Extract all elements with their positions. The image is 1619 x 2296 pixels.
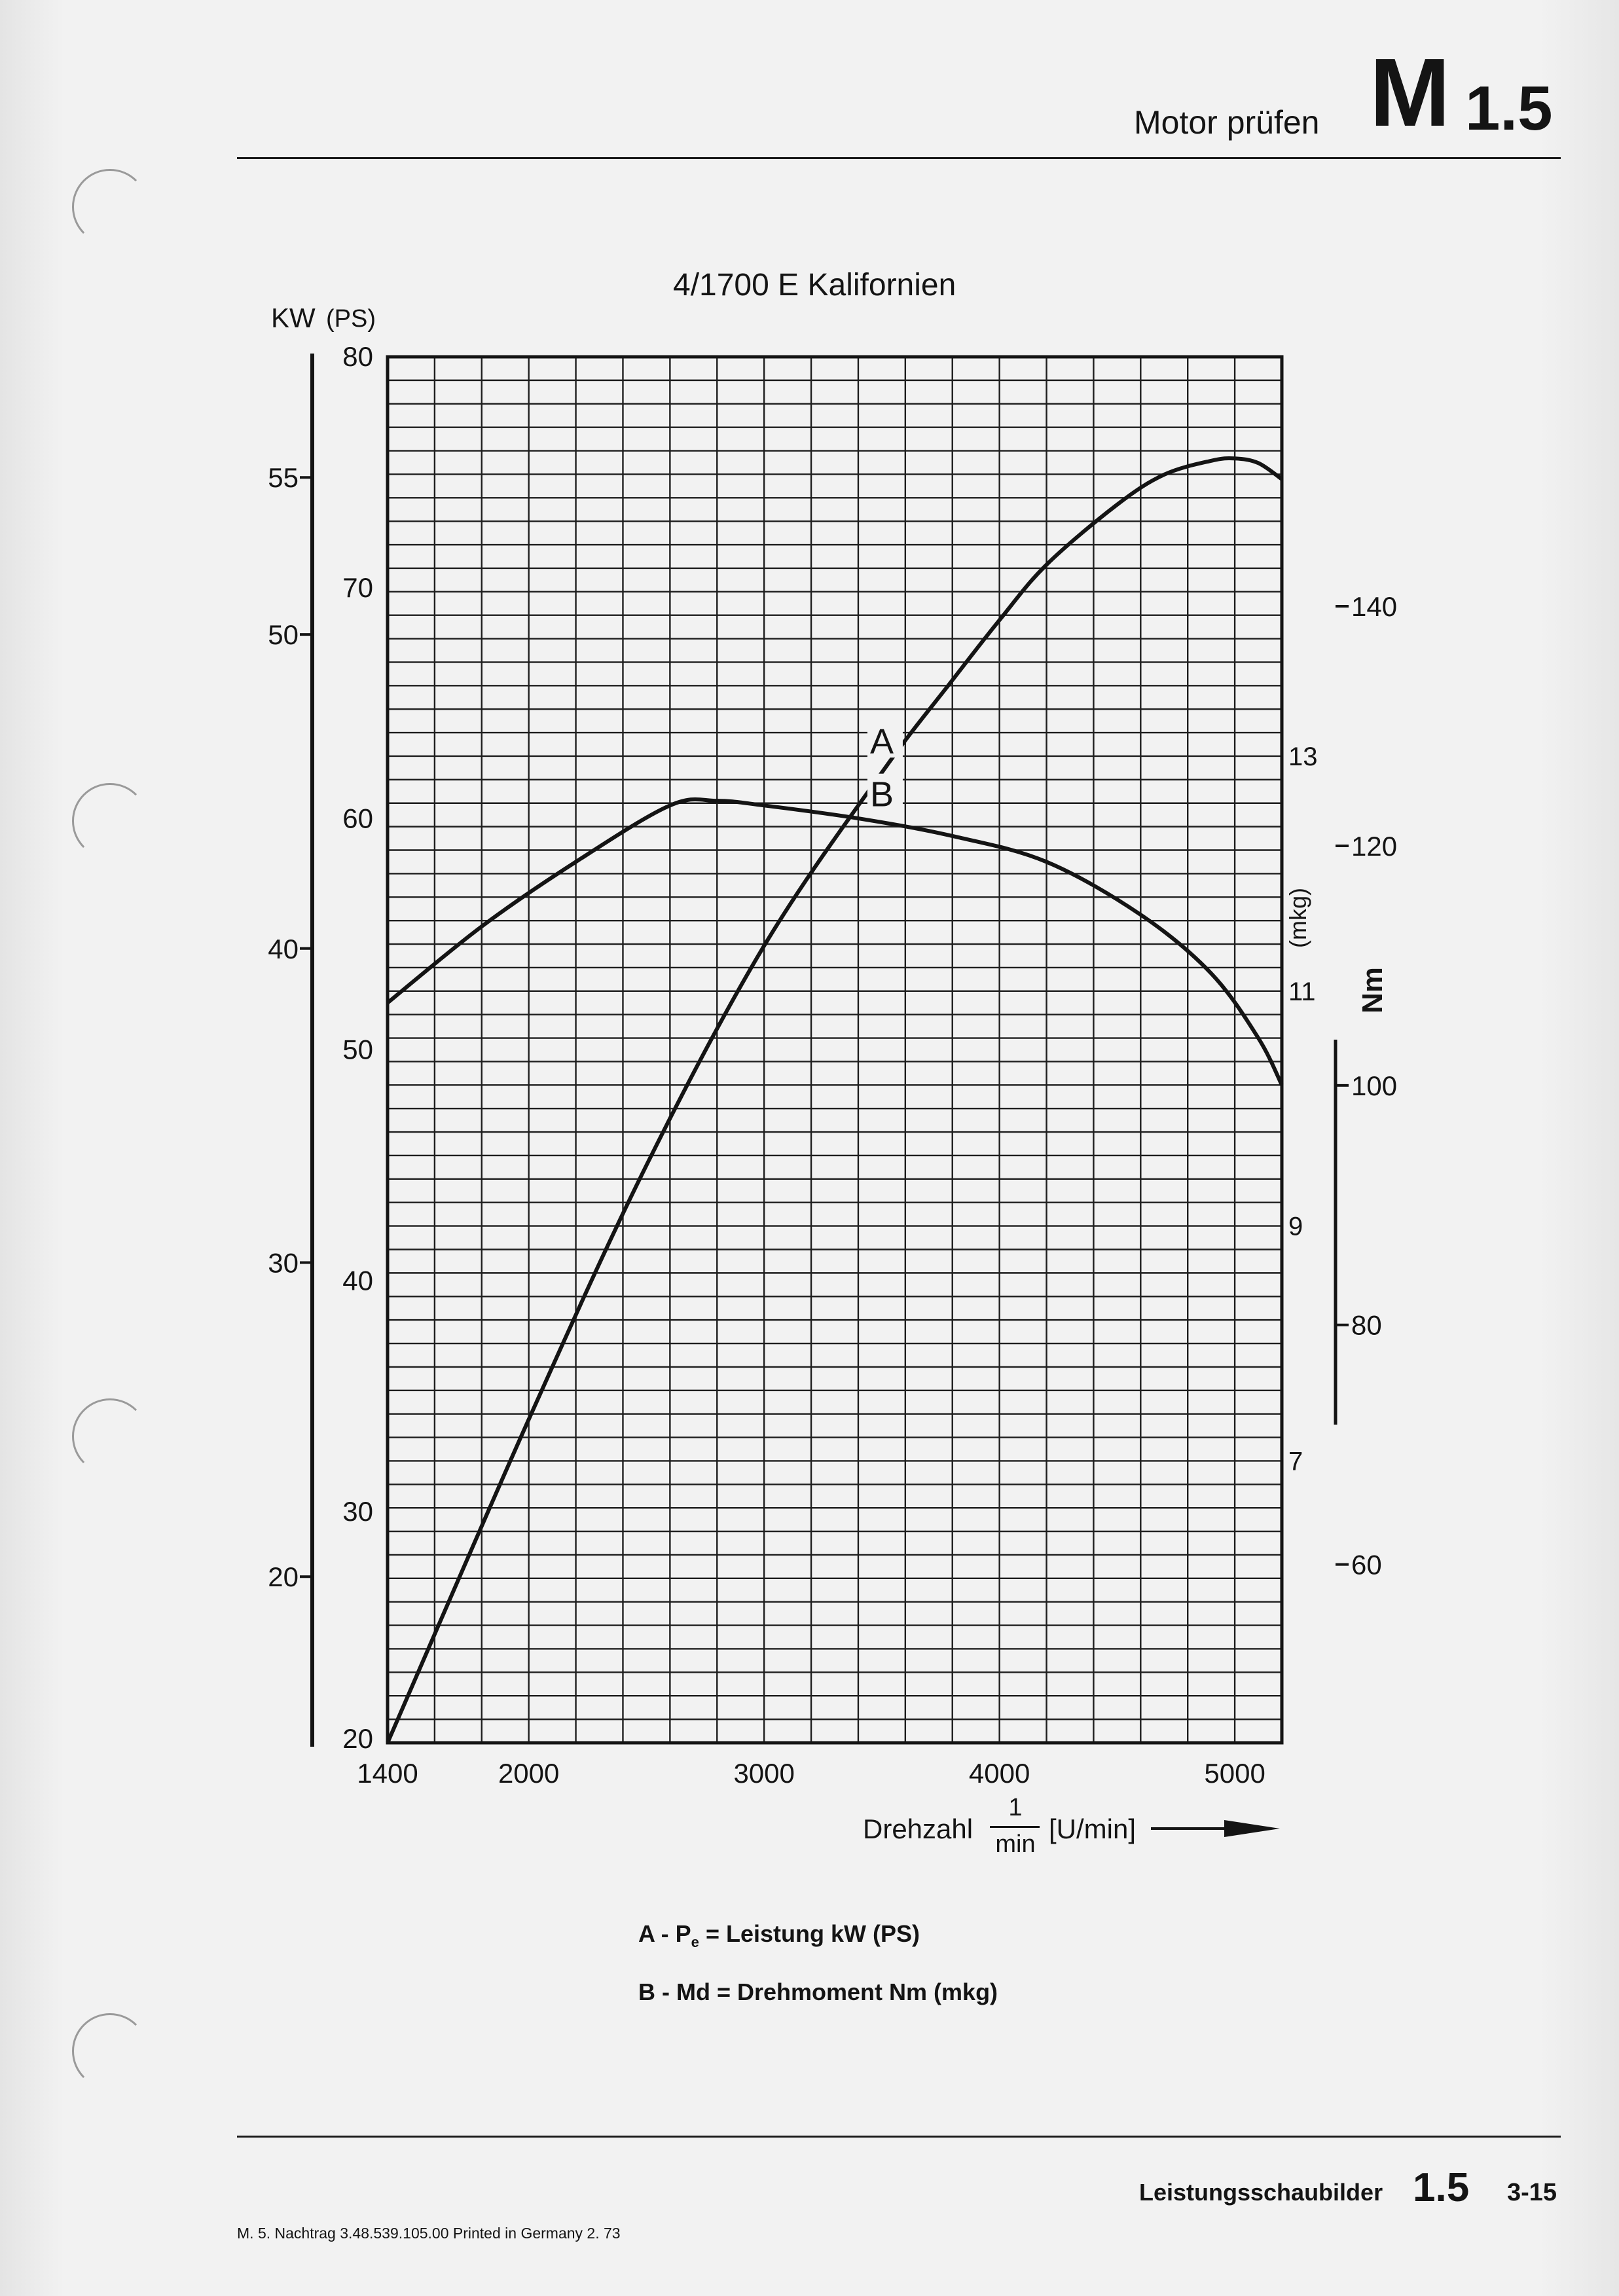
nm-tick-label: 140 xyxy=(1351,591,1398,623)
section-title: Motor prüfen xyxy=(1134,104,1320,141)
series-line-B xyxy=(388,799,1282,1085)
x-tick-label: 1400 xyxy=(357,1758,418,1789)
kw-axis-label: KW xyxy=(271,302,316,333)
section-code-letter: M xyxy=(1370,39,1448,147)
nm-tick-label: 60 xyxy=(1351,1549,1382,1580)
nm-axis-label: Nm xyxy=(1356,967,1389,1013)
mkg-tick-label: 11 xyxy=(1288,977,1316,1006)
ps-tick-label: 80 xyxy=(342,341,373,372)
legend-a-text: = Leistung kW (PS) xyxy=(705,1920,920,1947)
series-line-A xyxy=(388,458,1282,1743)
mkg-tick-label: 13 xyxy=(1288,742,1318,771)
mkg-tick-label: 9 xyxy=(1288,1212,1303,1241)
plot-frame xyxy=(388,357,1282,1743)
kw-tick-label: 50 xyxy=(268,619,299,651)
ps-tick-label: 70 xyxy=(342,572,373,603)
series-label-B: B xyxy=(869,774,894,814)
kw-tick-label: 55 xyxy=(268,462,299,494)
x-axis-label: Drehzahl xyxy=(863,1813,973,1844)
legend-a-subscript: e xyxy=(691,1934,699,1951)
x-axis-frac-denominator: min xyxy=(995,1831,1036,1858)
series-label-A: A xyxy=(869,722,894,762)
footer-section-number: 1.5 xyxy=(1413,2165,1470,2210)
ps-tick-label: 50 xyxy=(342,1034,373,1065)
nm-tick-label: 120 xyxy=(1351,830,1398,862)
x-tick-label: 5000 xyxy=(1204,1758,1265,1789)
kw-tick-label: 30 xyxy=(268,1247,299,1279)
chart-title: 4/1700 E Kalifornien xyxy=(673,268,956,302)
kw-tick-label: 40 xyxy=(268,933,299,964)
x-tick-label: 2000 xyxy=(498,1758,560,1789)
legend-b-text: = Drehmoment Nm (mkg) xyxy=(716,1978,998,2005)
x-axis-arrow xyxy=(1151,1820,1280,1837)
x-axis-frac-numerator: 1 xyxy=(1008,1794,1023,1821)
footer-print-info: M. 5. Nachtrag 3.48.539.105.00 Printed in Germany 2. 73 xyxy=(237,2225,621,2242)
chart-series xyxy=(388,458,1282,1743)
mkg-axis-label: (mkg) xyxy=(1284,888,1311,948)
ps-tick-label: 30 xyxy=(342,1496,373,1527)
nm-tick-label: 80 xyxy=(1351,1309,1382,1341)
chart-axes xyxy=(312,354,1336,1747)
ps-axis-label: (PS) xyxy=(326,305,376,333)
footer-page-number: 3-15 xyxy=(1507,2179,1557,2206)
legend-a-prefix: A - P xyxy=(638,1920,691,1947)
x-tick-label: 3000 xyxy=(733,1758,795,1789)
x-axis-unit: [U/min] xyxy=(1049,1813,1137,1844)
x-tick-label: 4000 xyxy=(968,1758,1030,1789)
chart-grid xyxy=(388,357,1282,1743)
kw-tick-label: 20 xyxy=(268,1561,299,1593)
footer-section-name: Leistungsschaubilder xyxy=(1139,2179,1383,2206)
ps-tick-label: 20 xyxy=(342,1723,373,1754)
section-code-number: 1.5 xyxy=(1465,73,1553,143)
chart-ticks xyxy=(268,341,1397,1789)
arrow-head xyxy=(1224,1820,1280,1837)
ps-tick-label: 60 xyxy=(342,803,373,834)
mkg-tick-label: 7 xyxy=(1288,1447,1303,1476)
ps-tick-label: 40 xyxy=(342,1265,373,1296)
legend-b-prefix: B - Md xyxy=(638,1978,710,2005)
nm-tick-label: 100 xyxy=(1351,1070,1398,1101)
